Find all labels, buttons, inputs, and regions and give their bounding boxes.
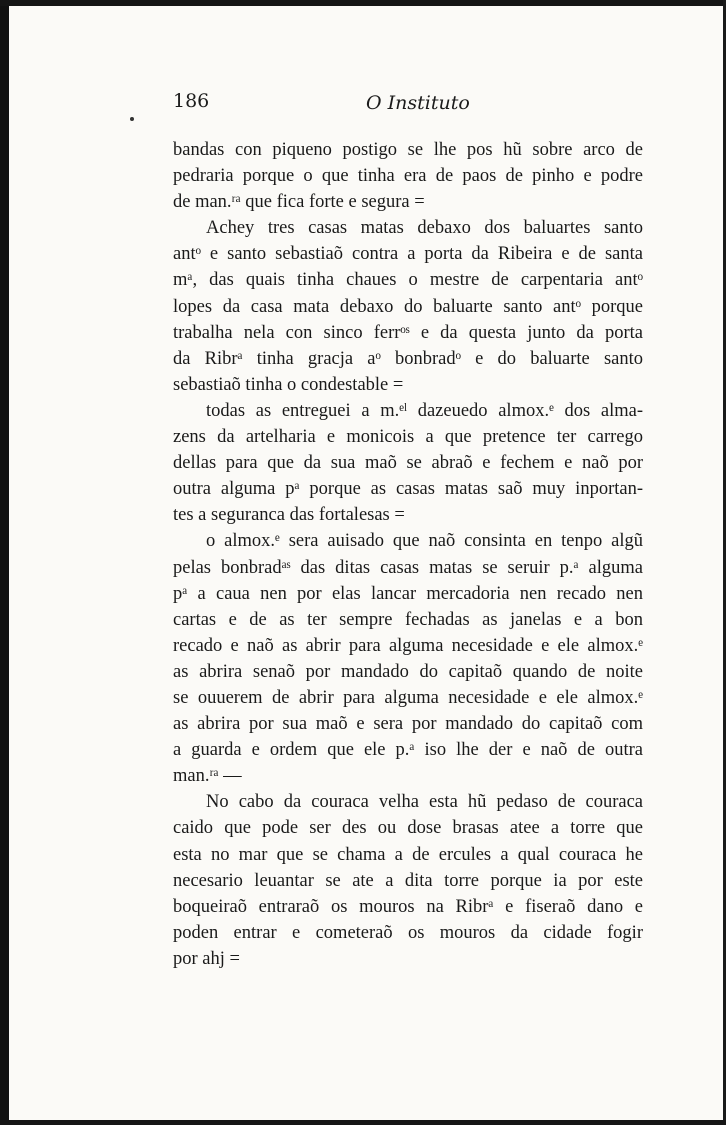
scan-border-top bbox=[0, 0, 726, 6]
text-line: de man.ʳᵃ que fica forte e segura = bbox=[173, 192, 425, 213]
paragraph bbox=[173, 789, 643, 972]
text-line: poden entrar e cometeraõ os mouros da cidade fogir bbox=[173, 922, 643, 943]
text-line: dellas para que da sua maõ se abraõ e fechem e naõ por bbox=[173, 453, 643, 474]
text-line: pelas bonbradᵃˢ das ditas casas matas se seruir p.ᵃ alguma bbox=[173, 557, 643, 578]
text-line: a guarda e ordem que ele p.ᵃ iso lhe der e naõ de outra bbox=[173, 740, 643, 761]
text-line: man.ʳᵃ — bbox=[173, 766, 242, 787]
text-line: No cabo da couraca velha esta hũ pedaso de couraca bbox=[206, 792, 643, 813]
text-line: antᵒ e santo sebastiaõ contra a porta da Ribeira e de santa bbox=[173, 244, 643, 265]
ink-speck bbox=[130, 117, 134, 121]
paragraph bbox=[173, 398, 643, 528]
text-line: as abrira por sua maõ e sera por mandado do capitaõ com bbox=[173, 714, 643, 735]
text-line: por ahj = bbox=[173, 948, 240, 969]
text-line: caido que pode ser des ou dose brasas atee a torre que bbox=[173, 818, 643, 839]
text-line: pᵃ a caua nen por elas lancar mercadoria nen recado nen bbox=[173, 583, 643, 604]
text-line: o almox.ᵉ sera auisado que naõ consinta en tenpo algũ bbox=[206, 531, 643, 552]
text-line: necesario leuantar se ate a dita torre porque ia por este bbox=[173, 870, 643, 891]
text-line: zens da artelharia e monicois a que pretence ter carrego bbox=[173, 427, 643, 448]
text-line: bandas con piqueno postigo se lhe pos hũ sobre arco de bbox=[173, 140, 643, 160]
text-line: sebastiaõ tinha o condestable = bbox=[173, 374, 404, 395]
body-text bbox=[173, 137, 643, 972]
paragraph bbox=[173, 528, 643, 789]
text-line: pedraria porque o que tinha era de paos de pinho e podre bbox=[173, 166, 643, 187]
text-line: lopes da casa mata debaxo do baluarte santo antᵒ porque bbox=[173, 296, 643, 317]
text-line: se ouuerem de abrir para alguma necesidade e ele almox.ᵉ bbox=[173, 687, 643, 708]
text-line: boqueiraõ entraraõ os mouros na Ribrᵃ e fiseraõ dano e bbox=[173, 896, 643, 917]
text-line: cartas e de as ter sempre fechadas as janelas e a bon bbox=[173, 609, 643, 630]
text-line: recado e naõ as abrir para alguma necesidade e ele almox.ᵉ bbox=[173, 635, 643, 656]
text-line: as abrira senaõ por mandado do capitaõ quando de noite bbox=[173, 661, 643, 682]
running-header bbox=[173, 90, 643, 120]
text-line: da Ribrᵃ tinha gracja aᵒ bonbradᵒ e do baluarte santo bbox=[173, 348, 643, 369]
text-line: outra alguma pᵃ porque as casas matas saõ muy inportan- bbox=[173, 479, 643, 500]
page-number: 186 bbox=[173, 90, 210, 112]
paragraph bbox=[173, 215, 643, 398]
text-line: Achey tres casas matas debaxo dos baluartes santo bbox=[206, 218, 643, 239]
text-line: mᵃ, das quais tinha chaues o mestre de carpentaria antᵒ bbox=[173, 270, 643, 291]
running-title: O Instituto bbox=[366, 92, 470, 114]
scan-border-bottom bbox=[0, 1120, 726, 1125]
text-line: trabalha nela con sinco ferrᵒˢ e da questa junto da porta bbox=[173, 322, 643, 343]
text-line: todas as entreguei a m.ᵉˡ dazeuedo almox.ᵉ dos alma- bbox=[206, 400, 643, 421]
scan-border-left bbox=[0, 0, 9, 1125]
text-line: esta no mar que se chama a de ercules a qual couraca he bbox=[173, 844, 643, 865]
paragraph bbox=[173, 137, 643, 215]
text-line: tes a seguranca das fortalesas = bbox=[173, 505, 405, 526]
